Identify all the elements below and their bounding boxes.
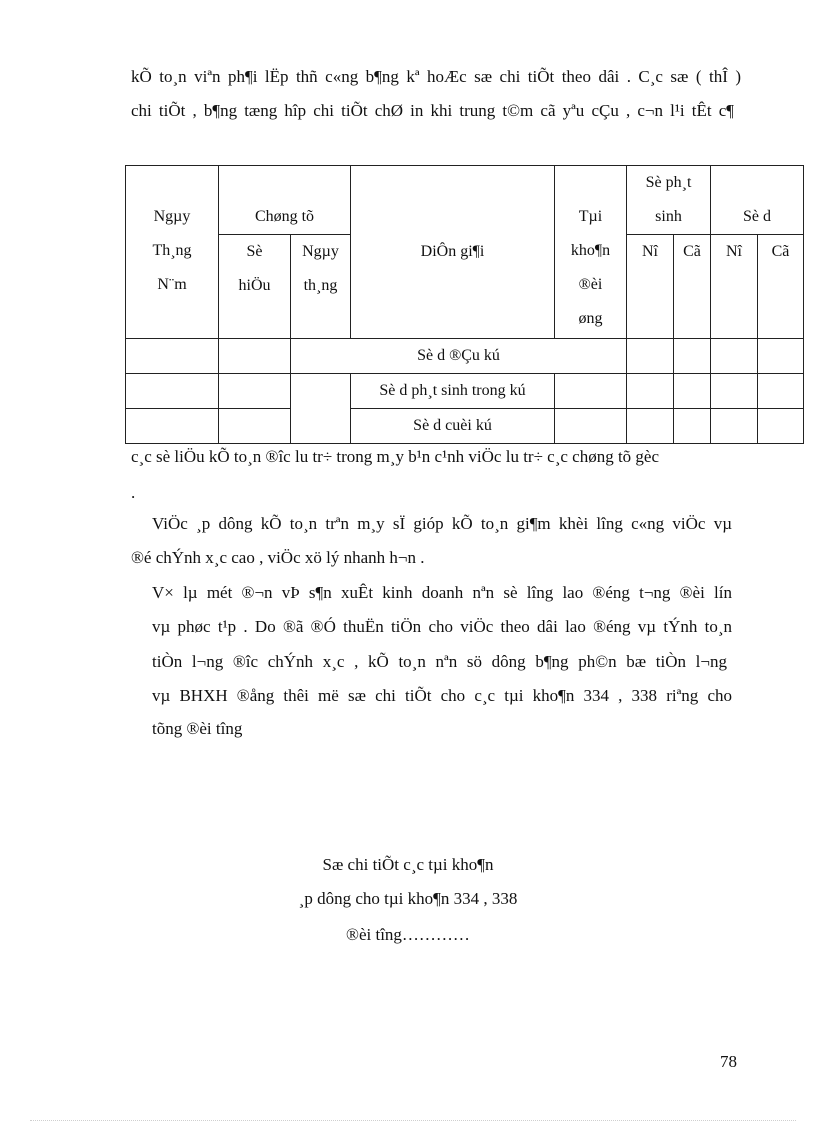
ledger-title-line-1: Sæ chi tiÕt c¸c tµi kho¶n [322, 855, 494, 874]
header-description [351, 166, 555, 339]
table-cell [711, 339, 758, 374]
header-date [126, 166, 219, 339]
ledger-title-line-3: ®èi tîng………… [346, 925, 470, 944]
table-cell [627, 374, 674, 409]
header-arising-line-1: Sè ph¸t [645, 174, 692, 191]
after-table-line-1: c¸c sè liÖu kÕ to¸n ®îc lu tr÷ trong m¸y b¹n c¹nh viÖc lu tr÷ c¸c chøng tõ gèc [131, 447, 660, 466]
header-account [555, 166, 627, 339]
header-account-line-1: Tµi [578, 208, 603, 225]
header-arising-credit: Cã [674, 235, 711, 339]
header-account-line-2: kho¶n [570, 242, 611, 259]
table-cell [555, 409, 627, 444]
table-cell [555, 374, 627, 409]
header-balance-debit: Nî [711, 235, 758, 339]
table-row [126, 409, 804, 444]
paragraph-2-line-2: vµ phøc t¹p . Do ®ã ®Ó thuËn tiÖn cho viÖc theo dâi lao ®éng vµ tÝnh to¸n [152, 617, 732, 636]
table-cell [674, 374, 711, 409]
header-balance-credit: Cã [758, 235, 804, 339]
header-voucher: Chøng tõ [219, 166, 351, 235]
table-cell [126, 374, 219, 409]
header-voucher-number-line-2: hiÖu [238, 277, 271, 294]
header-date-line-2: Th¸ng [152, 242, 192, 259]
header-account-line-4: øng [578, 310, 603, 327]
table-cell [291, 409, 351, 444]
table-cell [674, 409, 711, 444]
header-date-line-3: N¨m [157, 276, 187, 293]
table-cell [758, 339, 804, 374]
row-arising-in-period: Sè d ph¸t sinh trong kú [351, 374, 555, 409]
ledger-template-table [125, 165, 804, 444]
paragraph-1-line-1: ViÖc ¸p dông kÕ to¸n trªn m¸y sÏ gióp kÕ to¸n gi¶m khèi lîng c«ng viÖc vµ [152, 514, 732, 533]
table-cell [219, 409, 291, 444]
table-cell [758, 409, 804, 444]
paragraph-2-line-4: vµ BHXH ®ång thêi më sæ chi tiÕt cho c¸c tµi kho¶n 334 , 338 riªng cho [152, 686, 732, 705]
paragraph-2-line-3: tiÒn l¬ng ®îc chÝnh x¸c , kÕ to¸n nªn sö dông b¶ng ph©n bæ tiÒn l¬ng [152, 652, 727, 671]
table-row [126, 374, 804, 409]
table-cell [219, 339, 291, 374]
header-arising [627, 166, 711, 235]
header-voucher-date-line-2: th¸ng [303, 277, 338, 294]
intro-line-2: chi tiÕt , b¶ng tæng hîp chi tiÕt chØ in khi trung t©m cã yªu cÇu , c¬n l¹i tÊt c¶ [131, 101, 734, 120]
after-table-line-2: . [131, 483, 136, 502]
header-date-line-1: Ngµy [153, 208, 191, 225]
header-voucher-date [291, 235, 351, 339]
row-closing-balance: Sè d cuèi kú [351, 409, 555, 444]
table-cell [711, 409, 758, 444]
paragraph-2-line-1: V× lµ mét ®¬n vÞ s¶n xuÊt kinh doanh nªn sè lîng lao ®éng t¬ng ®èi lín [152, 583, 732, 602]
header-account-line-3: ®èi [578, 276, 603, 293]
paragraph-1-line-2: ®é chÝnh x¸c cao , viÖc xö lý nhanh h¬n . [131, 548, 425, 567]
footer-divider [30, 1120, 796, 1121]
header-voucher-date-line-1: Ngµy [302, 243, 339, 260]
header-arising-line-2: sinh [655, 208, 682, 225]
ledger-title-line-2: ¸p dông cho tµi kho¶n 334 , 338 [298, 889, 518, 908]
table-row [126, 339, 804, 374]
intro-line-1: kÕ to¸n viªn ph¶i lËp thñ c«ng b¶ng kª hoÆc sæ chi tiÕt theo dâi . C¸c sæ ( thÎ ) [131, 67, 741, 86]
table-cell [711, 374, 758, 409]
header-voucher-number [219, 235, 291, 339]
header-voucher-number-line-1: Sè [246, 243, 263, 260]
table-cell [627, 339, 674, 374]
table-cell [219, 374, 291, 409]
header-arising-debit: Nî [627, 235, 674, 339]
paragraph-2-line-5: tõng ®èi tîng [152, 719, 243, 738]
row-opening-balance: Sè d ®Çu kú [291, 339, 627, 374]
table-cell [126, 339, 219, 374]
header-balance: Sè d [711, 166, 804, 235]
table-cell [126, 409, 219, 444]
table-cell [291, 374, 351, 409]
table-cell [627, 409, 674, 444]
page-number: 78 [720, 1052, 737, 1071]
table-cell [674, 339, 711, 374]
header-description-label: DiÔn gi¶i [420, 243, 485, 260]
table-cell [758, 374, 804, 409]
